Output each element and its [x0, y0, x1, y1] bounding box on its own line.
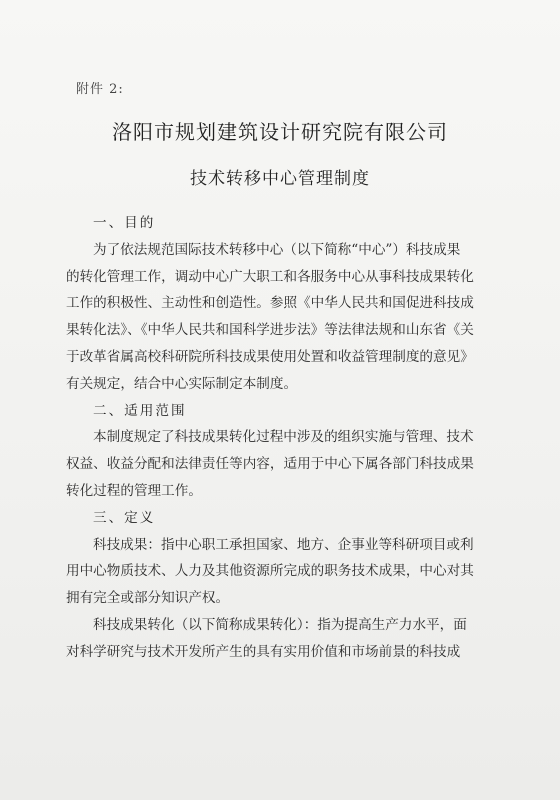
document-title: 技术转移中心管理制度 [190, 169, 370, 189]
text-line: 转化过程的管理工作。 [66, 482, 202, 499]
text-line: 于改革省属高校科研院所科技成果使用处置和收益管理制度的意见》 [66, 348, 474, 365]
paragraph-purpose [66, 237, 500, 398]
text-line: 权益、收益分配和法律责任等内容，适用于中心下属各部门科技成果 [66, 456, 474, 473]
text-line: 科技成果：指中心职工承担国家、地方、企事业等科研项目或利 [93, 536, 474, 553]
paragraph-definition-achievement [66, 532, 500, 612]
text-line: 用中心物质技术、人力及其他资源所完成的职务技术成果，中心对其 [66, 563, 474, 580]
text-line: 果转化法》、《中华人民共和国科学进步法》等法律法规和山东省《关 [66, 322, 474, 339]
text-line: 工作的积极性、主动性和创造性。参照《中华人民共和国促进科技成 [66, 295, 474, 312]
text-line: 的转化管理工作，调动中心广大职工和各服务中心从事科技成果转化 [66, 268, 474, 285]
section-heading-definitions: 三、定义 [93, 509, 156, 526]
text-line: 为了依法规范国际技术转移中心（以下简称“中心”）科技成果 [93, 241, 461, 258]
text-line: 对科学研究与技术开发所产生的具有实用价值和市场前景的科技成 [66, 643, 461, 660]
section-heading-scope: 二、适用范围 [93, 402, 187, 419]
text-line: 本制度规定了科技成果转化过程中涉及的组织实施与管理、技术 [93, 429, 474, 446]
text-line: 科技成果转化（以下简称成果转化）：指为提高生产力水平，面 [93, 616, 467, 633]
text-line: 拥有完全或部分知识产权。 [66, 590, 230, 607]
section-heading-purpose: 一、目的 [93, 215, 156, 231]
organization-title: 洛阳市规划建筑设计研究院有限公司 [112, 120, 448, 144]
paragraph-definition-transformation [66, 612, 500, 666]
paragraph-scope [66, 424, 500, 504]
text-line: 有关规定，结合中心实际制定本制度。 [66, 375, 298, 392]
document-body [66, 210, 500, 666]
attachment-label: 附件 2: [76, 82, 124, 97]
